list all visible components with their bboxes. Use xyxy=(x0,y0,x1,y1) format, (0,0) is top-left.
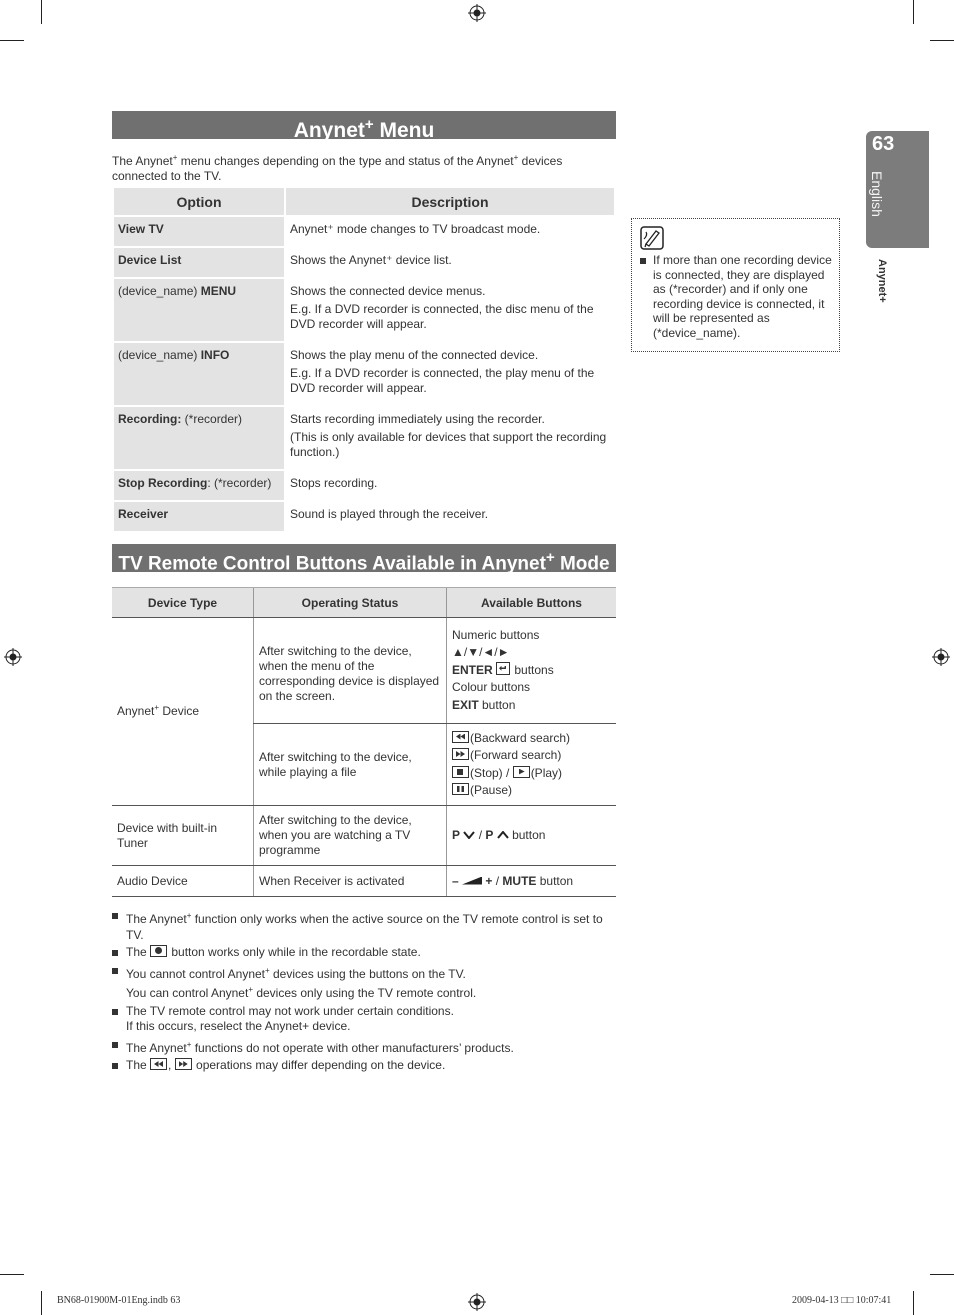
rewind-icon xyxy=(452,731,469,743)
option-table xyxy=(112,186,616,533)
crop-mark xyxy=(0,40,24,41)
list-item xyxy=(112,908,607,943)
enter-rest: buttons xyxy=(511,662,554,677)
description-cell xyxy=(286,248,614,277)
section-side-label: Anynet+ xyxy=(876,259,888,303)
table-row xyxy=(114,407,614,469)
description-cell xyxy=(286,471,614,500)
option-suffix: (*recorder) xyxy=(181,412,243,426)
arrow-buttons-text: ▲/▼/◄/► xyxy=(452,645,510,660)
note-text: devices only using the TV remote control. xyxy=(253,986,477,1000)
option-name: View TV xyxy=(118,222,164,236)
stop-icon xyxy=(452,766,469,778)
pause-icon xyxy=(452,783,469,795)
note-pen-icon xyxy=(640,226,664,250)
crop-mark xyxy=(930,40,954,41)
title-sup: + xyxy=(545,549,555,566)
title-text: Menu xyxy=(373,119,435,142)
status-cell: After switching to the device, when you are watching a TV programme xyxy=(254,806,447,866)
stop-play-line xyxy=(452,765,611,783)
table-row xyxy=(114,343,614,405)
note-text: The TV remote control may not work under certain conditions. xyxy=(126,1003,454,1018)
list-item xyxy=(112,1004,607,1035)
menu-section-title xyxy=(112,111,616,142)
note-text: devices using the buttons on the TV. xyxy=(269,966,466,981)
note-sup: + xyxy=(265,965,270,975)
fast-forward-icon xyxy=(452,748,469,760)
note-text: The Anynet xyxy=(126,1040,187,1055)
table-row xyxy=(114,217,614,246)
enter-icon xyxy=(496,662,510,675)
footer-file: BN68-01900M-01Eng.indb 63 xyxy=(57,1295,181,1306)
stop-text: (Stop) / xyxy=(470,765,513,780)
option-name: Recording: xyxy=(118,412,182,426)
record-icon xyxy=(150,945,167,957)
registration-mark-icon xyxy=(468,1293,486,1311)
crop-mark xyxy=(0,1274,24,1275)
volume-icon xyxy=(462,877,482,885)
device-type-header: Device Type xyxy=(112,588,254,618)
description-cell xyxy=(286,279,614,341)
option-cell xyxy=(114,407,284,469)
separator: / xyxy=(492,873,503,888)
table-header-row xyxy=(114,188,614,215)
description-cell xyxy=(286,502,614,531)
title-sup: + xyxy=(364,116,374,133)
device-cell xyxy=(112,618,254,806)
backward-text: (Backward search) xyxy=(470,730,571,745)
note-sup: + xyxy=(248,985,253,994)
description-cell xyxy=(286,217,614,246)
chevron-down-icon xyxy=(463,831,475,839)
status-cell: When Receiver is activated xyxy=(254,866,447,897)
intro-sup: + xyxy=(513,153,519,162)
intro-sup: + xyxy=(172,153,178,162)
buttons-cell xyxy=(447,866,617,897)
device-cell: Device with built-in Tuner xyxy=(112,806,254,866)
bullet-square xyxy=(640,258,646,264)
option-name: Device List xyxy=(118,253,182,267)
option-cell xyxy=(114,502,284,531)
note-text: You can control Anynet xyxy=(126,986,249,1000)
table-row xyxy=(112,866,616,897)
mute-label: MUTE xyxy=(502,873,537,888)
note-text: The xyxy=(126,1058,151,1072)
option-cell xyxy=(114,471,284,500)
description-header: Description xyxy=(286,188,614,215)
list-item xyxy=(112,963,607,1002)
title-text: TV Remote Control Buttons Available in Anynet xyxy=(118,553,546,575)
pause-line xyxy=(452,782,611,800)
operating-status-header: Operating Status xyxy=(254,588,447,618)
buttons-cell xyxy=(447,806,617,866)
description-cell xyxy=(286,343,614,405)
play-icon xyxy=(513,766,530,778)
remote-buttons-table xyxy=(112,587,616,897)
exit-label: EXIT xyxy=(452,697,479,712)
description-text: E.g. If a DVD recorder is connected, the disc menu of the DVD recorder will appear. xyxy=(290,302,594,331)
note-text: The Anynet xyxy=(126,912,187,926)
registration-mark-icon xyxy=(932,648,950,666)
volume-plus: + xyxy=(485,873,493,888)
description-text: Starts recording immediately using the recorder. xyxy=(290,412,545,426)
table-row xyxy=(112,618,616,724)
title-text: Anynet xyxy=(293,119,365,142)
table-row xyxy=(114,248,614,277)
option-prefix: (device_name) xyxy=(118,348,201,362)
description-cell xyxy=(286,407,614,469)
option-cell xyxy=(114,248,284,277)
side-note xyxy=(631,218,840,352)
description-text: E.g. If a DVD recorder is connected, the play menu of the DVD recorder will appear. xyxy=(290,366,595,395)
note-text: button works only while in the recordable state. xyxy=(168,945,421,959)
description-text: Shows the play menu of the connected device. xyxy=(290,348,539,362)
title-text: Mode xyxy=(554,553,610,575)
backward-line xyxy=(452,730,611,748)
list-item xyxy=(112,945,607,961)
p-label: P xyxy=(452,828,461,842)
note-text: functions do not operate with other manufacturers’ products. xyxy=(191,1040,514,1055)
device-cell: Audio Device xyxy=(112,866,254,897)
registration-mark-icon xyxy=(468,4,486,22)
note-text: function only works when the active source on the TV remote control is set to TV. xyxy=(126,912,603,942)
page-number: 63 xyxy=(872,133,895,155)
side-note-text: If more than one recording device is connected, they are displayed as (*recorder) and if only one recording device is connected, it will be represented as (*device_name). xyxy=(653,253,832,340)
menu-intro xyxy=(112,150,612,184)
notes-list xyxy=(112,908,607,1076)
footer-date: 2009-04-13 □□ 10:07:41 xyxy=(792,1295,892,1306)
numeric-buttons-text: Numeric buttons xyxy=(452,627,540,642)
description-text: Stops recording. xyxy=(290,476,378,490)
exit-button-line xyxy=(452,697,611,715)
list-item xyxy=(112,1058,607,1074)
table-row xyxy=(112,806,616,866)
option-cell xyxy=(114,217,284,246)
button-rest: button xyxy=(536,873,574,888)
option-name: INFO xyxy=(200,348,230,362)
enter-buttons-line xyxy=(452,662,611,680)
note-sup: + xyxy=(186,1039,192,1049)
table-row xyxy=(114,471,614,500)
table-row xyxy=(114,279,614,341)
table-row xyxy=(114,502,614,531)
note-sup: + xyxy=(186,911,192,920)
registration-mark-icon xyxy=(4,648,22,666)
colour-buttons-text: Colour buttons xyxy=(452,680,531,695)
available-buttons-header: Available Buttons xyxy=(447,588,617,618)
rewind-icon xyxy=(150,1058,167,1070)
option-prefix: (device_name) xyxy=(118,284,201,298)
description-text: Anynet⁺ mode changes to TV broadcast mode. xyxy=(290,222,541,236)
status-cell: After switching to the device, when the menu of the corresponding device is displayed on the screen. xyxy=(254,618,447,724)
note-text: operations may differ depending on the device. xyxy=(192,1058,446,1072)
intro-text: menu changes depending on the type and status of the Anynet xyxy=(177,154,514,168)
buttons-cell xyxy=(447,724,617,806)
device-text: Device xyxy=(159,704,200,718)
crop-mark xyxy=(41,1291,42,1315)
option-name: Receiver xyxy=(118,507,169,521)
enter-label: ENTER xyxy=(452,662,493,677)
option-cell xyxy=(114,343,284,405)
language-label: English xyxy=(869,171,885,217)
option-header: Option xyxy=(114,188,284,215)
status-cell: After switching to the device, while playing a file xyxy=(254,724,447,806)
option-name: Stop Recording xyxy=(118,476,208,490)
button-rest: button xyxy=(508,828,546,842)
description-text: Shows the connected device menus. xyxy=(290,284,486,298)
volume-minus: – xyxy=(452,873,459,888)
forward-line xyxy=(452,747,611,765)
table-header-row xyxy=(112,588,616,618)
note-text: , xyxy=(168,1058,175,1072)
option-suffix: : (*recorder) xyxy=(207,476,272,490)
exit-rest: button xyxy=(478,697,516,712)
crop-mark xyxy=(930,1274,954,1275)
forward-text: (Forward search) xyxy=(470,748,562,762)
intro-text: The Anynet xyxy=(112,154,173,168)
list-item xyxy=(112,1037,607,1057)
note-text: The xyxy=(126,945,151,959)
option-cell xyxy=(114,279,284,341)
note-text: You cannot control Anynet xyxy=(126,966,265,981)
remote-section-title xyxy=(112,544,616,575)
pause-text: (Pause) xyxy=(470,783,513,797)
page-tab xyxy=(866,131,929,248)
description-text: (This is only available for devices that support the recording function.) xyxy=(290,430,607,459)
crop-mark xyxy=(913,1291,914,1315)
description-text: Shows the Anynet⁺ device list. xyxy=(290,253,452,267)
description-text: Sound is played through the receiver. xyxy=(290,507,489,521)
crop-mark xyxy=(41,0,42,24)
play-text: (Play) xyxy=(530,765,563,780)
buttons-cell xyxy=(447,618,617,724)
separator: / xyxy=(475,828,486,842)
crop-mark xyxy=(913,0,914,24)
note-text: If this occurs, reselect the Anynet+ device. xyxy=(126,1019,351,1033)
device-sup: + xyxy=(154,703,160,712)
option-name: MENU xyxy=(200,284,237,298)
chevron-up-icon xyxy=(497,831,509,839)
device-text: Anynet xyxy=(117,704,155,718)
fast-forward-icon xyxy=(175,1058,192,1070)
intro-text: devices connected to the TV. xyxy=(112,154,563,183)
p-label: P xyxy=(485,828,494,842)
